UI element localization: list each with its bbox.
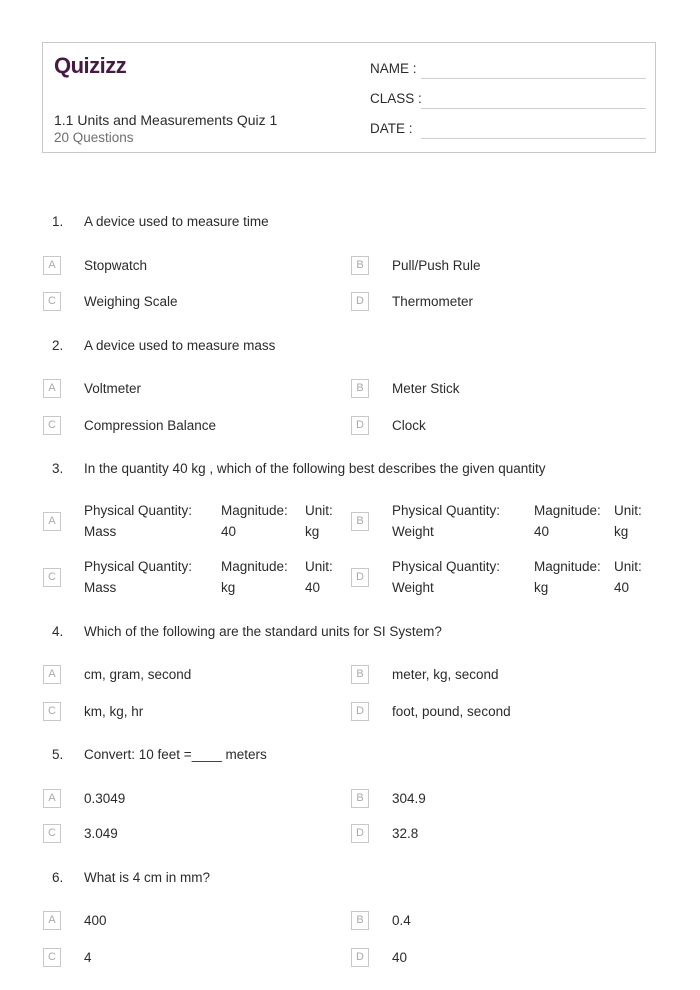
option-c-text[interactable]: Compression Balance	[84, 418, 217, 433]
option-d-badge[interactable]: D	[351, 824, 369, 843]
class-line[interactable]	[421, 108, 646, 109]
unit-value: 40	[614, 580, 630, 595]
option-c-badge[interactable]: C	[43, 702, 61, 721]
option-d-magnitude[interactable]	[534, 556, 601, 598]
question-number: 1.	[52, 214, 64, 229]
question-count: 20 Questions	[54, 130, 134, 145]
option-c-text[interactable]: 4	[84, 950, 92, 965]
option-d-badge[interactable]: D	[351, 292, 369, 311]
unit-label: Unit:	[614, 559, 642, 574]
magnitude-label: Magnitude:	[534, 559, 601, 574]
option-a-text[interactable]: Voltmeter	[84, 381, 142, 396]
option-c-badge[interactable]: C	[43, 416, 61, 435]
option-c-badge[interactable]: C	[43, 948, 61, 967]
option-a-text[interactable]: 400	[84, 913, 107, 928]
magnitude-value: 40	[534, 524, 550, 539]
option-b-badge[interactable]: B	[351, 379, 369, 398]
magnitude-label: Magnitude:	[221, 559, 288, 574]
quantity-value: Weight	[392, 524, 434, 539]
option-b-text[interactable]: 304.9	[392, 791, 426, 806]
option-a-quantity[interactable]	[84, 500, 192, 542]
option-d-text[interactable]: 40	[392, 950, 408, 965]
question-text: A device used to measure time	[84, 214, 269, 229]
quantity-label: Physical Quantity:	[392, 503, 501, 518]
option-c-badge[interactable]: C	[43, 292, 61, 311]
option-b-badge[interactable]: B	[351, 665, 369, 684]
quantity-label: Physical Quantity:	[392, 559, 501, 574]
quiz-title: 1.1 Units and Measurements Quiz 1	[54, 112, 278, 128]
option-a-badge[interactable]: A	[43, 911, 61, 930]
magnitude-value: 40	[221, 524, 237, 539]
worksheet-header	[42, 42, 656, 153]
option-d-text[interactable]: Clock	[392, 418, 426, 433]
option-d-text[interactable]: foot, pound, second	[392, 704, 511, 719]
question-text: Convert: 10 feet =____ meters	[84, 747, 267, 762]
name-line[interactable]	[421, 78, 646, 79]
magnitude-label: Magnitude:	[221, 503, 288, 518]
option-b-unit[interactable]	[614, 500, 642, 542]
quizizz-logo: Quizizz	[54, 53, 127, 78]
option-d-quantity[interactable]	[392, 556, 500, 598]
option-c-unit[interactable]	[305, 556, 333, 598]
magnitude-value: kg	[534, 580, 549, 595]
class-field[interactable]	[370, 91, 646, 111]
option-a-unit[interactable]	[305, 500, 333, 542]
question-text: What is 4 cm in mm?	[84, 870, 211, 885]
unit-value: kg	[305, 524, 320, 539]
option-b-text[interactable]: Meter Stick	[392, 381, 460, 396]
option-a-text[interactable]: 0.3049	[84, 791, 126, 806]
name-label: NAME :	[370, 61, 417, 76]
option-c-badge[interactable]: C	[43, 568, 61, 587]
name-field[interactable]	[370, 61, 646, 81]
option-c-text[interactable]: Weighing Scale	[84, 294, 178, 309]
quantity-label: Physical Quantity:	[84, 559, 193, 574]
option-b-text[interactable]: Pull/Push Rule	[392, 258, 481, 273]
magnitude-label: Magnitude:	[534, 503, 601, 518]
option-c-text[interactable]: 3.049	[84, 826, 118, 841]
option-a-text[interactable]: Stopwatch	[84, 258, 148, 273]
quantity-label: Physical Quantity:	[84, 503, 193, 518]
unit-value: kg	[614, 524, 629, 539]
quantity-value: Mass	[84, 580, 117, 595]
option-c-text[interactable]: km, kg, hr	[84, 704, 144, 719]
question-text: In the quantity 40 kg , which of the following best describes the given quantity	[84, 461, 546, 476]
option-c-quantity[interactable]	[84, 556, 192, 598]
magnitude-value: kg	[221, 580, 236, 595]
question-number: 3.	[52, 461, 64, 476]
question-number: 2.	[52, 338, 64, 353]
option-d-badge[interactable]: D	[351, 948, 369, 967]
option-a-badge[interactable]: A	[43, 665, 61, 684]
date-field[interactable]	[370, 121, 646, 141]
option-b-text[interactable]: meter, kg, second	[392, 667, 499, 682]
option-d-text[interactable]: Thermometer	[392, 294, 474, 309]
option-a-badge[interactable]: A	[43, 789, 61, 808]
option-d-badge[interactable]: D	[351, 568, 369, 587]
option-b-badge[interactable]: B	[351, 789, 369, 808]
unit-label: Unit:	[305, 503, 333, 518]
question-text: Which of the following are the standard units for SI System?	[84, 624, 442, 639]
option-d-badge[interactable]: D	[351, 702, 369, 721]
date-line[interactable]	[421, 138, 646, 139]
option-d-text[interactable]: 32.8	[392, 826, 419, 841]
option-d-unit[interactable]	[614, 556, 642, 598]
option-a-text[interactable]: cm, gram, second	[84, 667, 192, 682]
option-a-badge[interactable]: A	[43, 379, 61, 398]
question-number: 4.	[52, 624, 64, 639]
option-b-badge[interactable]: B	[351, 911, 369, 930]
class-label: CLASS :	[370, 91, 422, 106]
option-a-badge[interactable]: A	[43, 256, 61, 275]
option-b-badge[interactable]: B	[351, 256, 369, 275]
option-c-badge[interactable]: C	[43, 824, 61, 843]
quantity-value: Weight	[392, 580, 434, 595]
option-c-magnitude[interactable]	[221, 556, 288, 598]
unit-label: Unit:	[305, 559, 333, 574]
option-b-quantity[interactable]	[392, 500, 500, 542]
question-text: A device used to measure mass	[84, 338, 276, 353]
question-number: 6.	[52, 870, 64, 885]
option-a-badge[interactable]: A	[43, 512, 61, 531]
option-b-text[interactable]: 0.4	[392, 913, 411, 928]
option-b-magnitude[interactable]	[534, 500, 601, 542]
option-d-badge[interactable]: D	[351, 416, 369, 435]
unit-value: 40	[305, 580, 321, 595]
quantity-value: Mass	[84, 524, 117, 539]
option-b-badge[interactable]: B	[351, 512, 369, 531]
date-label: DATE :	[370, 121, 413, 136]
unit-label: Unit:	[614, 503, 642, 518]
option-a-magnitude[interactable]	[221, 500, 288, 542]
question-number: 5.	[52, 747, 64, 762]
